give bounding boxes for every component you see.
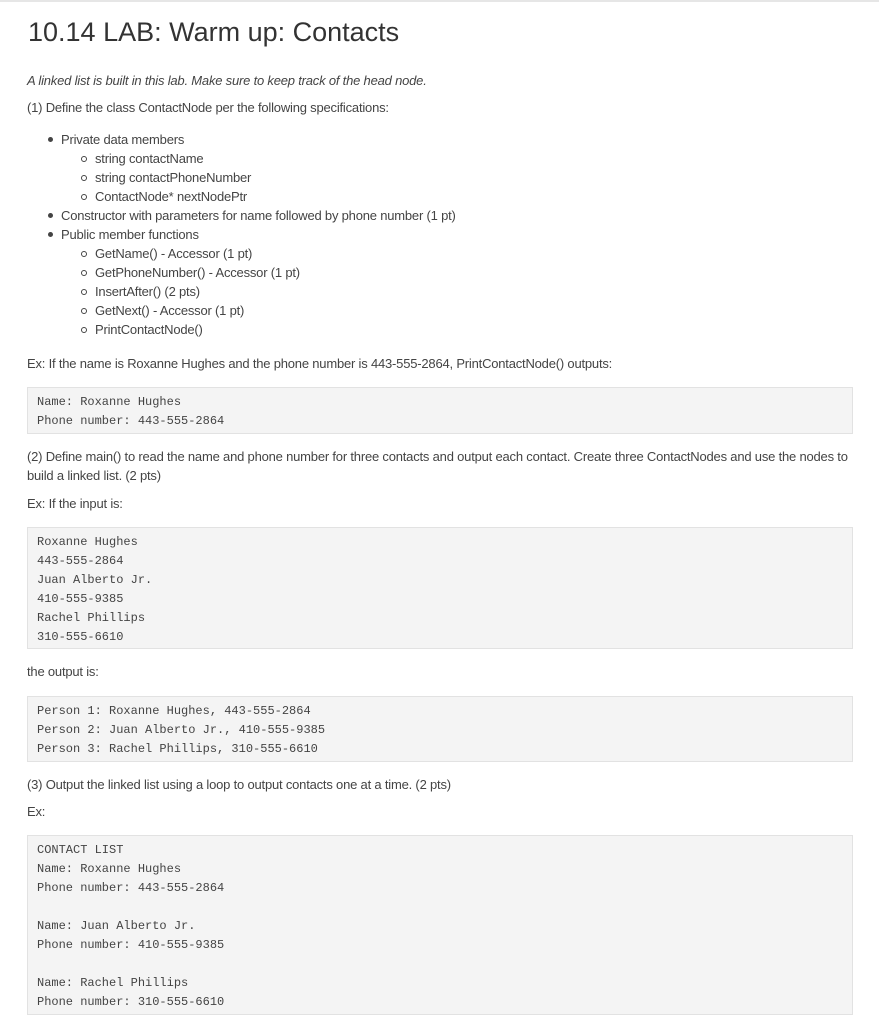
- part3-heading: (3) Output the linked list using a loop to output contacts one at a time. (2 pts): [27, 777, 451, 792]
- code-line: Phone number: 310-555-6610: [37, 995, 225, 1009]
- spec-subitem: string contactPhoneNumber: [61, 168, 456, 187]
- code-line: 443-555-2864: [37, 554, 124, 568]
- spec-list: [27, 130, 456, 339]
- spec-subitem: InsertAfter() (2 pts): [61, 282, 456, 301]
- spec-sublist: [61, 149, 456, 206]
- top-border: [0, 0, 879, 2]
- part2-input-text: Ex: If the input is:: [27, 496, 123, 511]
- code-line: 310-555-6610: [37, 630, 124, 644]
- part1-example-text: Ex: If the name is Roxanne Hughes and the phone number is 443-555-2864, PrintContactNode() outputs:: [27, 356, 613, 371]
- intro-note: A linked list is built in this lab. Make sure to keep track of the head node.: [27, 73, 427, 88]
- page-title: 10.14 LAB: Warm up: Contacts: [28, 17, 400, 47]
- code-line: Person 3: Rachel Phillips, 310-555-6610: [37, 742, 318, 756]
- spec-sublist: [61, 244, 456, 339]
- code-line: Phone number: 410-555-9385: [37, 938, 225, 952]
- code-line: Rachel Phillips: [37, 611, 146, 625]
- spec-subitem: GetName() - Accessor (1 pt): [61, 244, 456, 263]
- code-line: Person 2: Juan Alberto Jr., 410-555-9385: [37, 723, 326, 737]
- spec-item: [27, 225, 456, 339]
- spec-subitem: ContactNode* nextNodePtr: [61, 187, 456, 206]
- code-line: Phone number: 443-555-2864: [37, 881, 225, 895]
- code-block-contact-list: [27, 835, 853, 1015]
- spec-subitem: PrintContactNode(): [61, 320, 456, 339]
- spec-subitem: GetPhoneNumber() - Accessor (1 pt): [61, 263, 456, 282]
- code-line: Name: Roxanne Hughes: [37, 395, 182, 409]
- code-line: Name: Rachel Phillips: [37, 976, 189, 990]
- spec-item-label: Public member functions: [61, 227, 199, 242]
- code-line: Person 1: Roxanne Hughes, 443-555-2864: [37, 704, 311, 718]
- code-line: Name: Juan Alberto Jr.: [37, 919, 196, 933]
- code-line: Juan Alberto Jr.: [37, 573, 153, 587]
- part1-heading: (1) Define the class ContactNode per the following specifications:: [27, 100, 389, 115]
- code-line: Name: Roxanne Hughes: [37, 862, 182, 876]
- code-line: [37, 898, 843, 917]
- code-block-input: [27, 527, 853, 649]
- part3-ex-text: Ex:: [27, 804, 46, 819]
- code-line: 410-555-9385: [37, 592, 124, 606]
- code-line: [37, 955, 843, 974]
- spec-item-label: Constructor with parameters for name followed by phone number (1 pt): [61, 208, 456, 223]
- code-line: Phone number: 443-555-2864: [37, 414, 225, 428]
- spec-item: [27, 206, 456, 225]
- part2-heading: (2) Define main() to read the name and phone number for three contacts and output each contact. Create three ContactNodes and use the nodes to build a linked list. (2 pts): [27, 449, 848, 483]
- code-block-example-output: [27, 387, 853, 434]
- spec-item-label: Private data members: [61, 132, 185, 147]
- spec-subitem: GetNext() - Accessor (1 pt): [61, 301, 456, 320]
- code-block-output: [27, 696, 853, 762]
- code-line: Roxanne Hughes: [37, 535, 138, 549]
- part2-output-text: the output is:: [27, 664, 99, 679]
- code-line: CONTACT LIST: [37, 843, 124, 857]
- spec-subitem: string contactName: [61, 149, 456, 168]
- spec-item: [27, 130, 456, 206]
